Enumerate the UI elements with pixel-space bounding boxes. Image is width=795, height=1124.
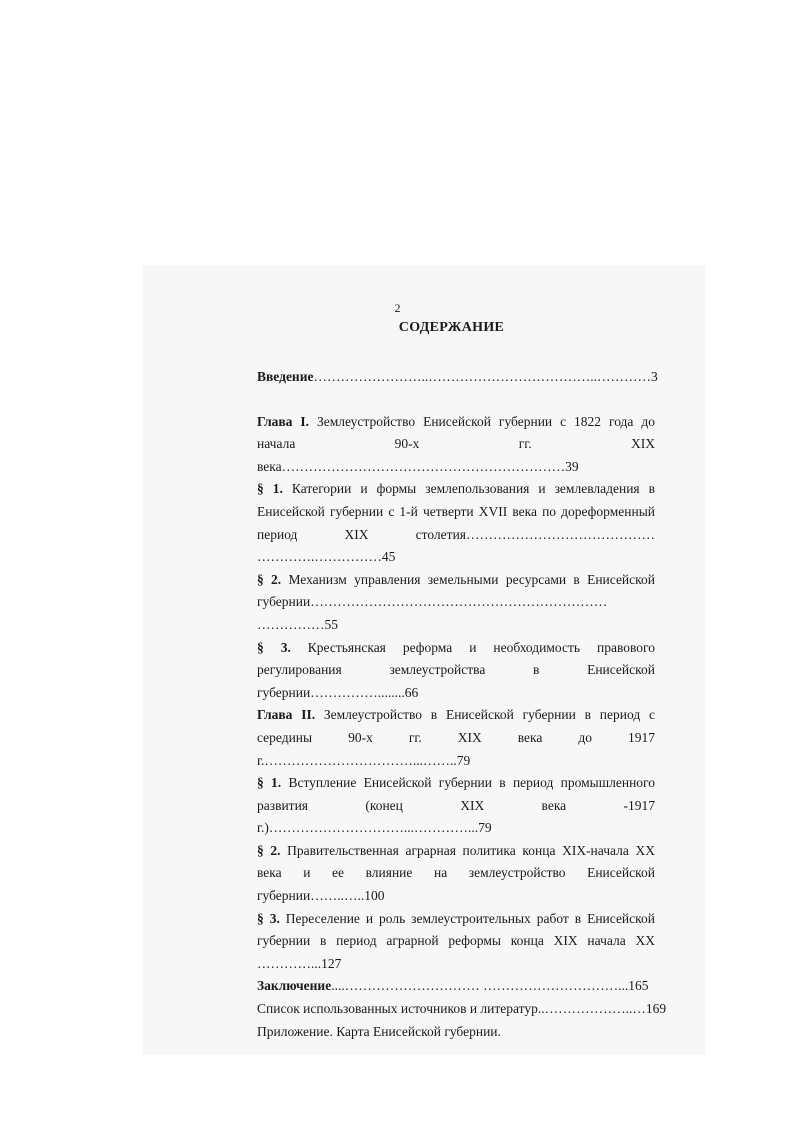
toc-entry-text: Механизм управления земельными ресурсами в Енисейской губернии………………………………………………………… ……………55 (257, 571, 655, 632)
toc-entry-lead: § 1. (257, 775, 282, 791)
toc-entry-section-1-2 (224, 569, 655, 637)
toc-entry-text: ……………………..………………………………..…………3 (313, 369, 658, 384)
toc-entry-text: Список использованных источников и литератур..………………..…169 (257, 1001, 667, 1017)
toc-entry-text: Приложение. Карта Енисейской губернии. (257, 1023, 501, 1039)
toc-title: СОДЕРЖАНИЕ (398, 320, 505, 335)
toc-entry-text: ....………………………… …………………………...165 (331, 978, 649, 994)
toc-entry-lead: § 2. (257, 842, 281, 858)
page-number: 2 (394, 301, 401, 315)
toc-entry-lead: Введение (257, 369, 314, 384)
toc-entry-section-2-3 (224, 908, 655, 976)
toc-entry-lead: § 3. (257, 639, 291, 655)
toc-entry-lead: § 1. (257, 481, 283, 497)
toc-entry-lead: Глава I. (257, 413, 310, 429)
toc-entry-section-1-1 (224, 478, 655, 568)
toc-entry-text: Категории и формы землепользования и землевладения в Енисейской губернии с 1-й четверти XVII века по дореформенный период XIX столетия…………………………………… ………….……………45 (257, 481, 656, 565)
toc-entry-section-2-1 (224, 772, 655, 840)
toc-entry-text: Правительственная аграрная политика конца XIX-начала XX века и ее влияние на землеустройство Енисейской губернии……..…..100 (257, 842, 655, 904)
toc-entry-text: Землеустройство в Енисейской губернии в период с середины 90-х гг. XIX века до 1917 г.……………………………...……..79 (257, 707, 655, 768)
table-of-contents (224, 366, 667, 1043)
toc-entry-text: Землеустройство Енисейской губернии с 1822 года до начала 90-х гг. XIX века………………………………………………………39 (257, 413, 655, 474)
toc-entry-conclusion (224, 975, 655, 998)
toc-entry-lead: § 2. (257, 571, 282, 587)
toc-entry-text: Переселение и роль землеустроительных работ в Енисейской губернии в период аграрной реформы конца XIX начала XX …………...127 (257, 910, 655, 971)
toc-entry-introduction (224, 366, 658, 389)
toc-entry-text: Вступление Енисейской губернии в период промышленного развития (конец XIX века -1917 г.)…………………………...…………...79 (257, 775, 656, 836)
toc-entry-lead: Глава II. (257, 707, 316, 723)
toc-spacer (224, 389, 655, 411)
toc-entry-lead: Заключение (257, 978, 332, 994)
toc-entry-chapter-1 (224, 411, 655, 479)
toc-entry-section-1-3 (224, 637, 655, 705)
toc-entry-text: Крестьянская реформа и необходимость правового регулирования землеустройства в Енисейской губернии……………........66 (257, 639, 655, 700)
toc-entry-chapter-2 (224, 704, 655, 772)
toc-entry-lead: § 3. (257, 910, 280, 926)
toc-entry-sources (224, 998, 667, 1021)
toc-entry-appendix (224, 1021, 655, 1044)
toc-entry-section-2-2 (224, 840, 655, 908)
